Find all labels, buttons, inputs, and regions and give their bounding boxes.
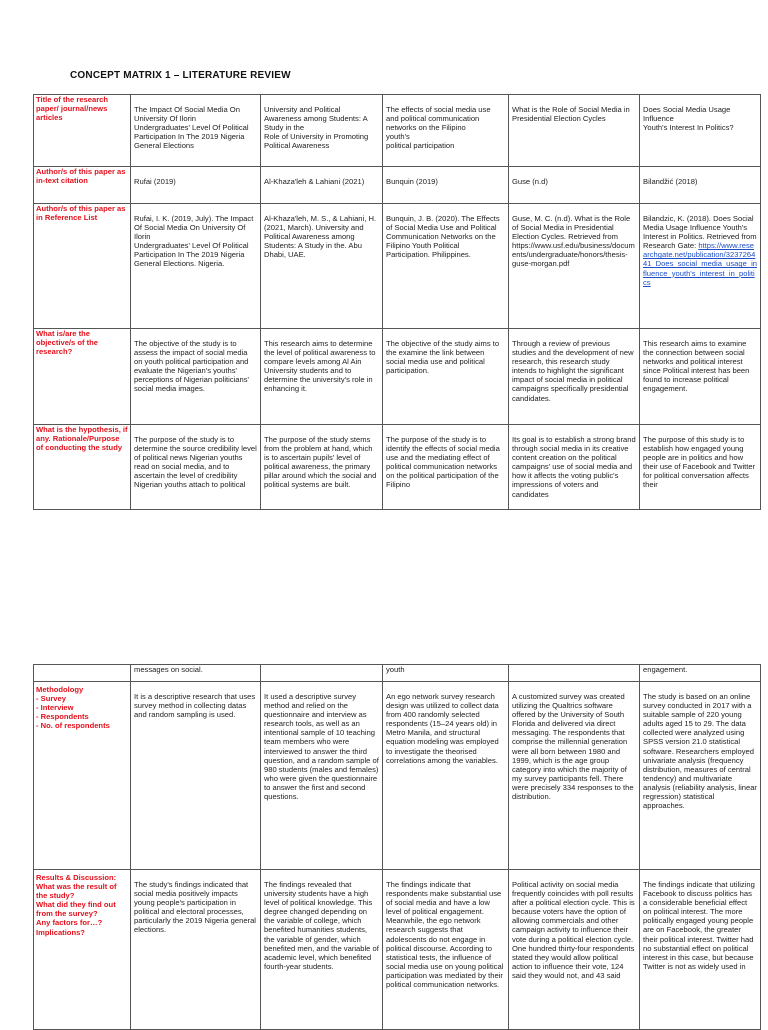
page-title: CONCEPT MATRIX 1 – LITERATURE REVIEW: [70, 70, 291, 81]
table-cell: Al-Khaza'leh, M. S., & Lahiani, H. (2021, March). University and Political Awareness among Students: A Study in the. Abu Dhabi, UAE.: [261, 204, 383, 329]
table-cell: The findings indicate that respondents make substantial use of social media and have a low level of political engagement. Meanwhile, the ego network research suggests that adolescents do not engage in political discourse. According to statistical tests, the influence of social media use on young political participation was mediated by their political communication networks.: [383, 870, 509, 1030]
researchgate-link[interactable]: https://www.researchgate.net/publication/323726441_Does_social_media_usage_influence_youth's_interest_in_politics: [643, 241, 757, 287]
row-intext-citation: [34, 167, 761, 204]
row-label: Title of the research paper/ journal/news articles: [34, 95, 131, 167]
row-label: Methodology - Survey - Interview - Respondents - No. of respondents: [34, 682, 131, 870]
table-cell: Rufai (2019): [131, 167, 261, 204]
row-objectives: [34, 329, 761, 425]
table-cell: Bunquin, J. B. (2020). The Effects of Social Media Use and Political Communication Networks on the Filipino Youth Political Participation. Philippines.: [383, 204, 509, 329]
row-label: Results & Discussion: What was the result of the study? What did they find out from the survey? Any factors for…? Implications?: [34, 870, 131, 1030]
table-cell: Al-Khaza'leh & Lahiani (2021): [261, 167, 383, 204]
table-cell: The objective of the study is to assess the impact of social media on youth political participation and evaluate the Nigerian's youths' perceptions of Nigerian politicians' social media images.: [131, 329, 261, 425]
table-cell: The purpose of the study is to identify the effects of social media use and the mediating effect of political communication networks on the political participation of the Filipino: [383, 425, 509, 510]
table-cell: Bilandžić (2018): [640, 167, 761, 204]
table-cell: The purpose of this study is to establish how engaged young people are in politics and how their use of Facebook and Twitter for political conversation affects their: [640, 425, 761, 510]
concept-matrix-table-page2: [33, 664, 761, 1030]
concept-matrix-table-page1: [33, 94, 761, 510]
table-cell: University and Political Awareness among Students: A Study in the Role of University in Promoting Political Awareness: [261, 95, 383, 167]
row-label: Author/s of this paper as in Reference List: [34, 204, 131, 329]
table-cell: The study is based on an online survey conducted in 2017 with a suitable sample of 220 young adults aged 15 to 29. The data collected were analyzed using SPSS version 21.0 statistical software. Researchers employed univariate analysis (frequency distribution, measures of central tendency) and multivariate analysis (reliability analysis, linear regression) statistical approaches.: [640, 682, 761, 870]
row-reference-list: [34, 204, 761, 329]
table-cell: Guse, M. C. (n.d). What is the Role of Social Media in Presidential Election Cycles. Retrieved from https://www.usf.edu/business/documents/undergraduate/honors/thesis-guse-morgan.pdf: [509, 204, 640, 329]
table-cell: The findings indicate that utilizing Facebook to discuss politics has a considerable beneficial effect on political interest. The more politically engaged young people are on Facebook, the greater their political interest. Twitter had no substantial effect on political interest in this case, but because Twitter is not as widely used in: [640, 870, 761, 1030]
table-cell: The effects of social media use and political communication networks on the Filipino youth's political participation: [383, 95, 509, 167]
table-cell: This research aims to determine the level of political awareness to compare levels among Al Ain University students and to determine the university's role in enhancing it.: [261, 329, 383, 425]
table-cell: The Impact Of Social Media On University Of Ilorin Undergraduates' Level Of Political Participation In The 2019 Nigeria General Elections: [131, 95, 261, 167]
row-methodology: [34, 682, 761, 870]
row-title: [34, 95, 761, 167]
table-cell: The purpose of the study stems from the problem at hand, which is to ascertain pupils' level of political awareness, the primary pillar around which the social and political systems are built.: [261, 425, 383, 510]
table-cell: The findings revealed that university students have a high level of political knowledge. This degree changed depending on the variable of college, which benefited humanities students, the variable of gender, which benefited men, and the variable of academic level, which benefited fourth-year students.: [261, 870, 383, 1030]
table-cell: This research aims to examine the connection between social networks and political interest since Political interest has been found to increase political engagement.: [640, 329, 761, 425]
table-cell: [261, 665, 383, 682]
table-cell: What is the Role of Social Media in Presidential Election Cycles: [509, 95, 640, 167]
row-label: What is the hypothesis, if any. Rationale/Purpose of conducting the study: [34, 425, 131, 510]
table-cell: It used a descriptive survey method and relied on the questionnaire and interview as research tools, as well as an intentional sample of 10 teaching team members who were interviewed to answer the third question, and a random sample of 980 students (males and females) who were given the questionnaire to answer the first and second questions.: [261, 682, 383, 870]
table-cell: [34, 665, 131, 682]
table-cell: An ego network survey research design was utilized to collect data from 400 randomly selected respondents (15–24 years old) in Metro Manila, and structural equation modeling was employed to investigate the theorised correlations among the variables.: [383, 682, 509, 870]
table-cell: engagement.: [640, 665, 761, 682]
table-cell: Bilandzic, K. (2018). Does Social Media Usage Influence Youth's Interest in Politics. Retrieved from Research Gate: https://www.researchgate.net/publication/323726441_Does_social_media_usage_influence_youth's_interest_in_politics: [640, 204, 761, 329]
table-cell: messages on social.: [131, 665, 261, 682]
row-hypothesis: [34, 425, 761, 510]
table-cell: Through a review of previous studies and the development of new research, this research study intends to highlight the significant impact of social media in political campaigns specifically presidential candidates.: [509, 329, 640, 425]
row-label: Author/s of this paper as in-text citation: [34, 167, 131, 204]
row-label: What is/are the objective/s of the research?: [34, 329, 131, 425]
table-cell: Political activity on social media frequently coincides with poll results after a political election cycle. This is because voters have the option of allowing commercials and other campaign activity to influence their vote during a political election cycle. One hundred thirty-four respondents stated they would allow political action to influence their vote, 124 said they would not, and 43 said: [509, 870, 640, 1030]
table-cell: youth: [383, 665, 509, 682]
table-cell: Guse (n.d): [509, 167, 640, 204]
table-cell: [509, 665, 640, 682]
table-cell: A customized survey was created utilizing the Qualtrics software offered by the University of South Florida and delivered via direct messaging. The respondents that comprise the millennial generation were all born between 1980 and 1999, which is the age group category into which the majority of my survey participants fell. There were precisely 334 responses to the distribution.: [509, 682, 640, 870]
table-cell: Does Social Media Usage Influence Youth's Interest In Politics?: [640, 95, 761, 167]
table-cell: The purpose of the study is to determine the source credibility level of political news Nigerian youths read on social media, and to ascertain the level of credibility Nigerian youths attach to political: [131, 425, 261, 510]
row-continuation: [34, 665, 761, 682]
table-cell: Bunquin (2019): [383, 167, 509, 204]
table-cell: It is a descriptive research that uses survey method in collecting datas and random sampling is used.: [131, 682, 261, 870]
row-results: [34, 870, 761, 1030]
table-cell: The study's findings indicated that social media positively impacts young people's participation in political and electoral processes, particularly the 2019 Nigeria general elections.: [131, 870, 261, 1030]
table-cell: Rufai, I. K. (2019, July). The Impact Of Social Media On University Of Ilorin Undergraduates' Level Of Political Participation In The 2019 Nigeria General Elections. Nigeria.: [131, 204, 261, 329]
table-cell: Its goal is to establish a strong brand through social media in its creative content creation on the political campaigns' use of social media and how it affects the voting public's impressions of voters and candidates: [509, 425, 640, 510]
table-cell: The objective of the study aims to the examine the link between social media use and political participation.: [383, 329, 509, 425]
